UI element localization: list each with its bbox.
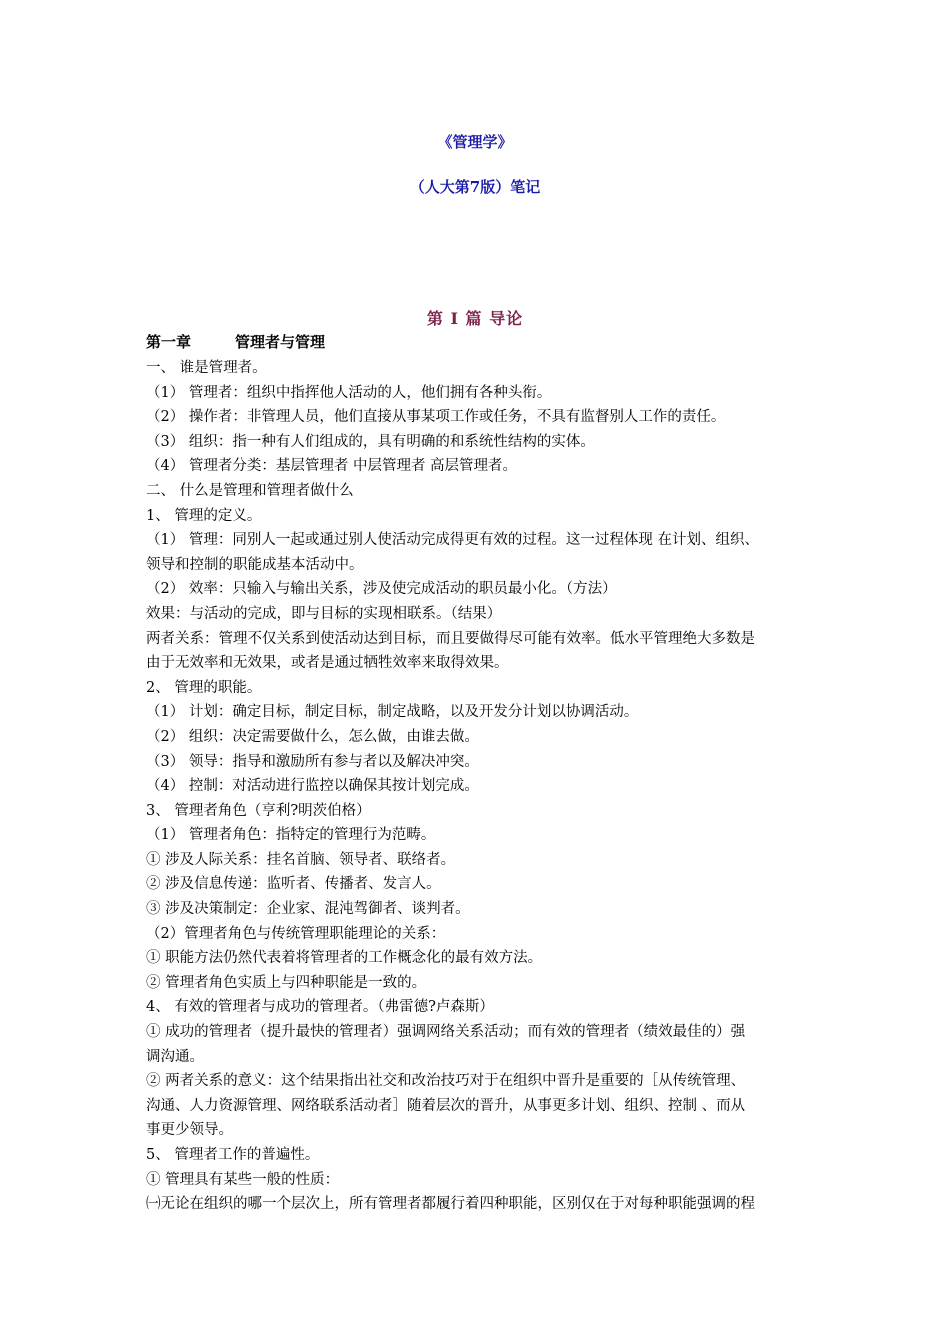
text-line: 两者关系：管理不仅关系到使活动达到目标，而且要做得尽可能有效率。低水平管理绝大多数是 <box>146 630 755 647</box>
text-line: （3） 领导：指导和激励所有参与者以及解决冲突。 <box>146 753 479 770</box>
text-line: ② 管理者角色实质上与四种职能是一致的。 <box>146 974 427 991</box>
text-line: ① 职能方法仍然代表着将管理者的工作概念化的最有效方法。 <box>146 950 543 967</box>
text-line: （2）管理者角色与传统管理职能理论的关系： <box>146 925 446 942</box>
document-subtitle: （人大第7版）笔记 <box>409 178 541 196</box>
text-line: 沟通、人力资源管理、网络联系活动者］随着层次的晋升，从事更多计划、组织、控制 、而从 <box>146 1097 746 1114</box>
text-line: 效果：与活动的完成，即与目标的实现相联系。（结果） <box>146 605 502 622</box>
chapter-title: 管理者与管理 <box>235 333 326 351</box>
text-line: （2） 操作者：非管理人员，他们直接从事某项工作或任务，不具有监督别人工作的责任。 <box>146 409 726 426</box>
text-line: （3） 组织：指一种有人们组成的，具有明确的和系统性结构的实体。 <box>146 433 595 450</box>
text-line: ① 管理具有某些一般的性质： <box>146 1171 340 1188</box>
text-line: 由于无效率和无效果，或者是通过牺牲效率来取得效果。 <box>146 655 509 672</box>
text-line: （2） 效率：只输入与输出关系，涉及使完成活动的职员最小化。（方法） <box>146 581 617 598</box>
text-line: 二、 什么是管理和管理者做什么 <box>146 482 354 499</box>
document-title: 《管理学》 <box>437 133 513 151</box>
chapter-heading <box>146 331 325 352</box>
text-line: （4） 管理者分类：基层管理者 中层管理者 高层管理者。 <box>146 458 518 475</box>
text-line: 4、 有效的管理者与成功的管理者。（弗雷德?卢森斯） <box>146 999 494 1016</box>
text-line: ① 涉及人际关系：挂名首脑、领导者、联络者。 <box>146 851 456 868</box>
text-line: ② 两者关系的意义：这个结果指出社交和改治技巧对于在组织中晋升是重要的［从传统管理、 <box>146 1073 746 1090</box>
text-line: 1、 管理的定义。 <box>146 507 262 524</box>
text-line: 3、 管理者角色（亨利?明茨伯格） <box>146 802 371 819</box>
text-line: 5、 管理者工作的普遍性。 <box>146 1147 320 1163</box>
text-line: （2） 组织：决定需要做什么，怎么做，由谁去做。 <box>146 728 479 745</box>
text-line: 事更少领导。 <box>146 1122 233 1139</box>
chapter-number: 第一章 <box>146 333 192 351</box>
text-line: 调沟通。 <box>146 1048 204 1065</box>
text-line: ② 涉及信息传递：监听者、传播者、发言人。 <box>146 876 441 893</box>
document-body <box>146 356 860 1217</box>
text-line: （1） 计划：确定目标，制定目标，制定战略，以及开发分计划以协调活动。 <box>146 704 639 721</box>
text-line: 2、 管理的职能。 <box>146 679 262 696</box>
text-line: ① 成功的管理者（提升最快的管理者）强调网络关系活动；而有效的管理者（绩效最佳的）强 <box>146 1024 746 1041</box>
text-line: （4） 控制：对活动进行监控以确保其按计划完成。 <box>146 778 479 795</box>
part-heading: 第 I 篇 导论 <box>426 309 524 328</box>
text-line: 一、 谁是管理者。 <box>146 360 267 376</box>
text-line: （1） 管理者：组织中指挥他人活动的人，他们拥有各种头衔。 <box>146 384 552 401</box>
text-line: （1） 管理者角色：指特定的管理行为范畴。 <box>146 827 436 844</box>
text-line: ㈠无论在组织的哪一个层次上，所有管理者都履行着四种职能，区别仅在于对每种职能强调的程 <box>146 1196 755 1213</box>
text-line: （1） 管理：同别人一起或通过别人使活动完成得更有效的过程。这一过程体现 在计划、组织、 <box>146 532 759 549</box>
text-line: 领导和控制的职能成基本活动中。 <box>146 556 364 573</box>
text-line: ③ 涉及决策制定：企业家、混沌驾御者、谈判者。 <box>146 901 470 918</box>
